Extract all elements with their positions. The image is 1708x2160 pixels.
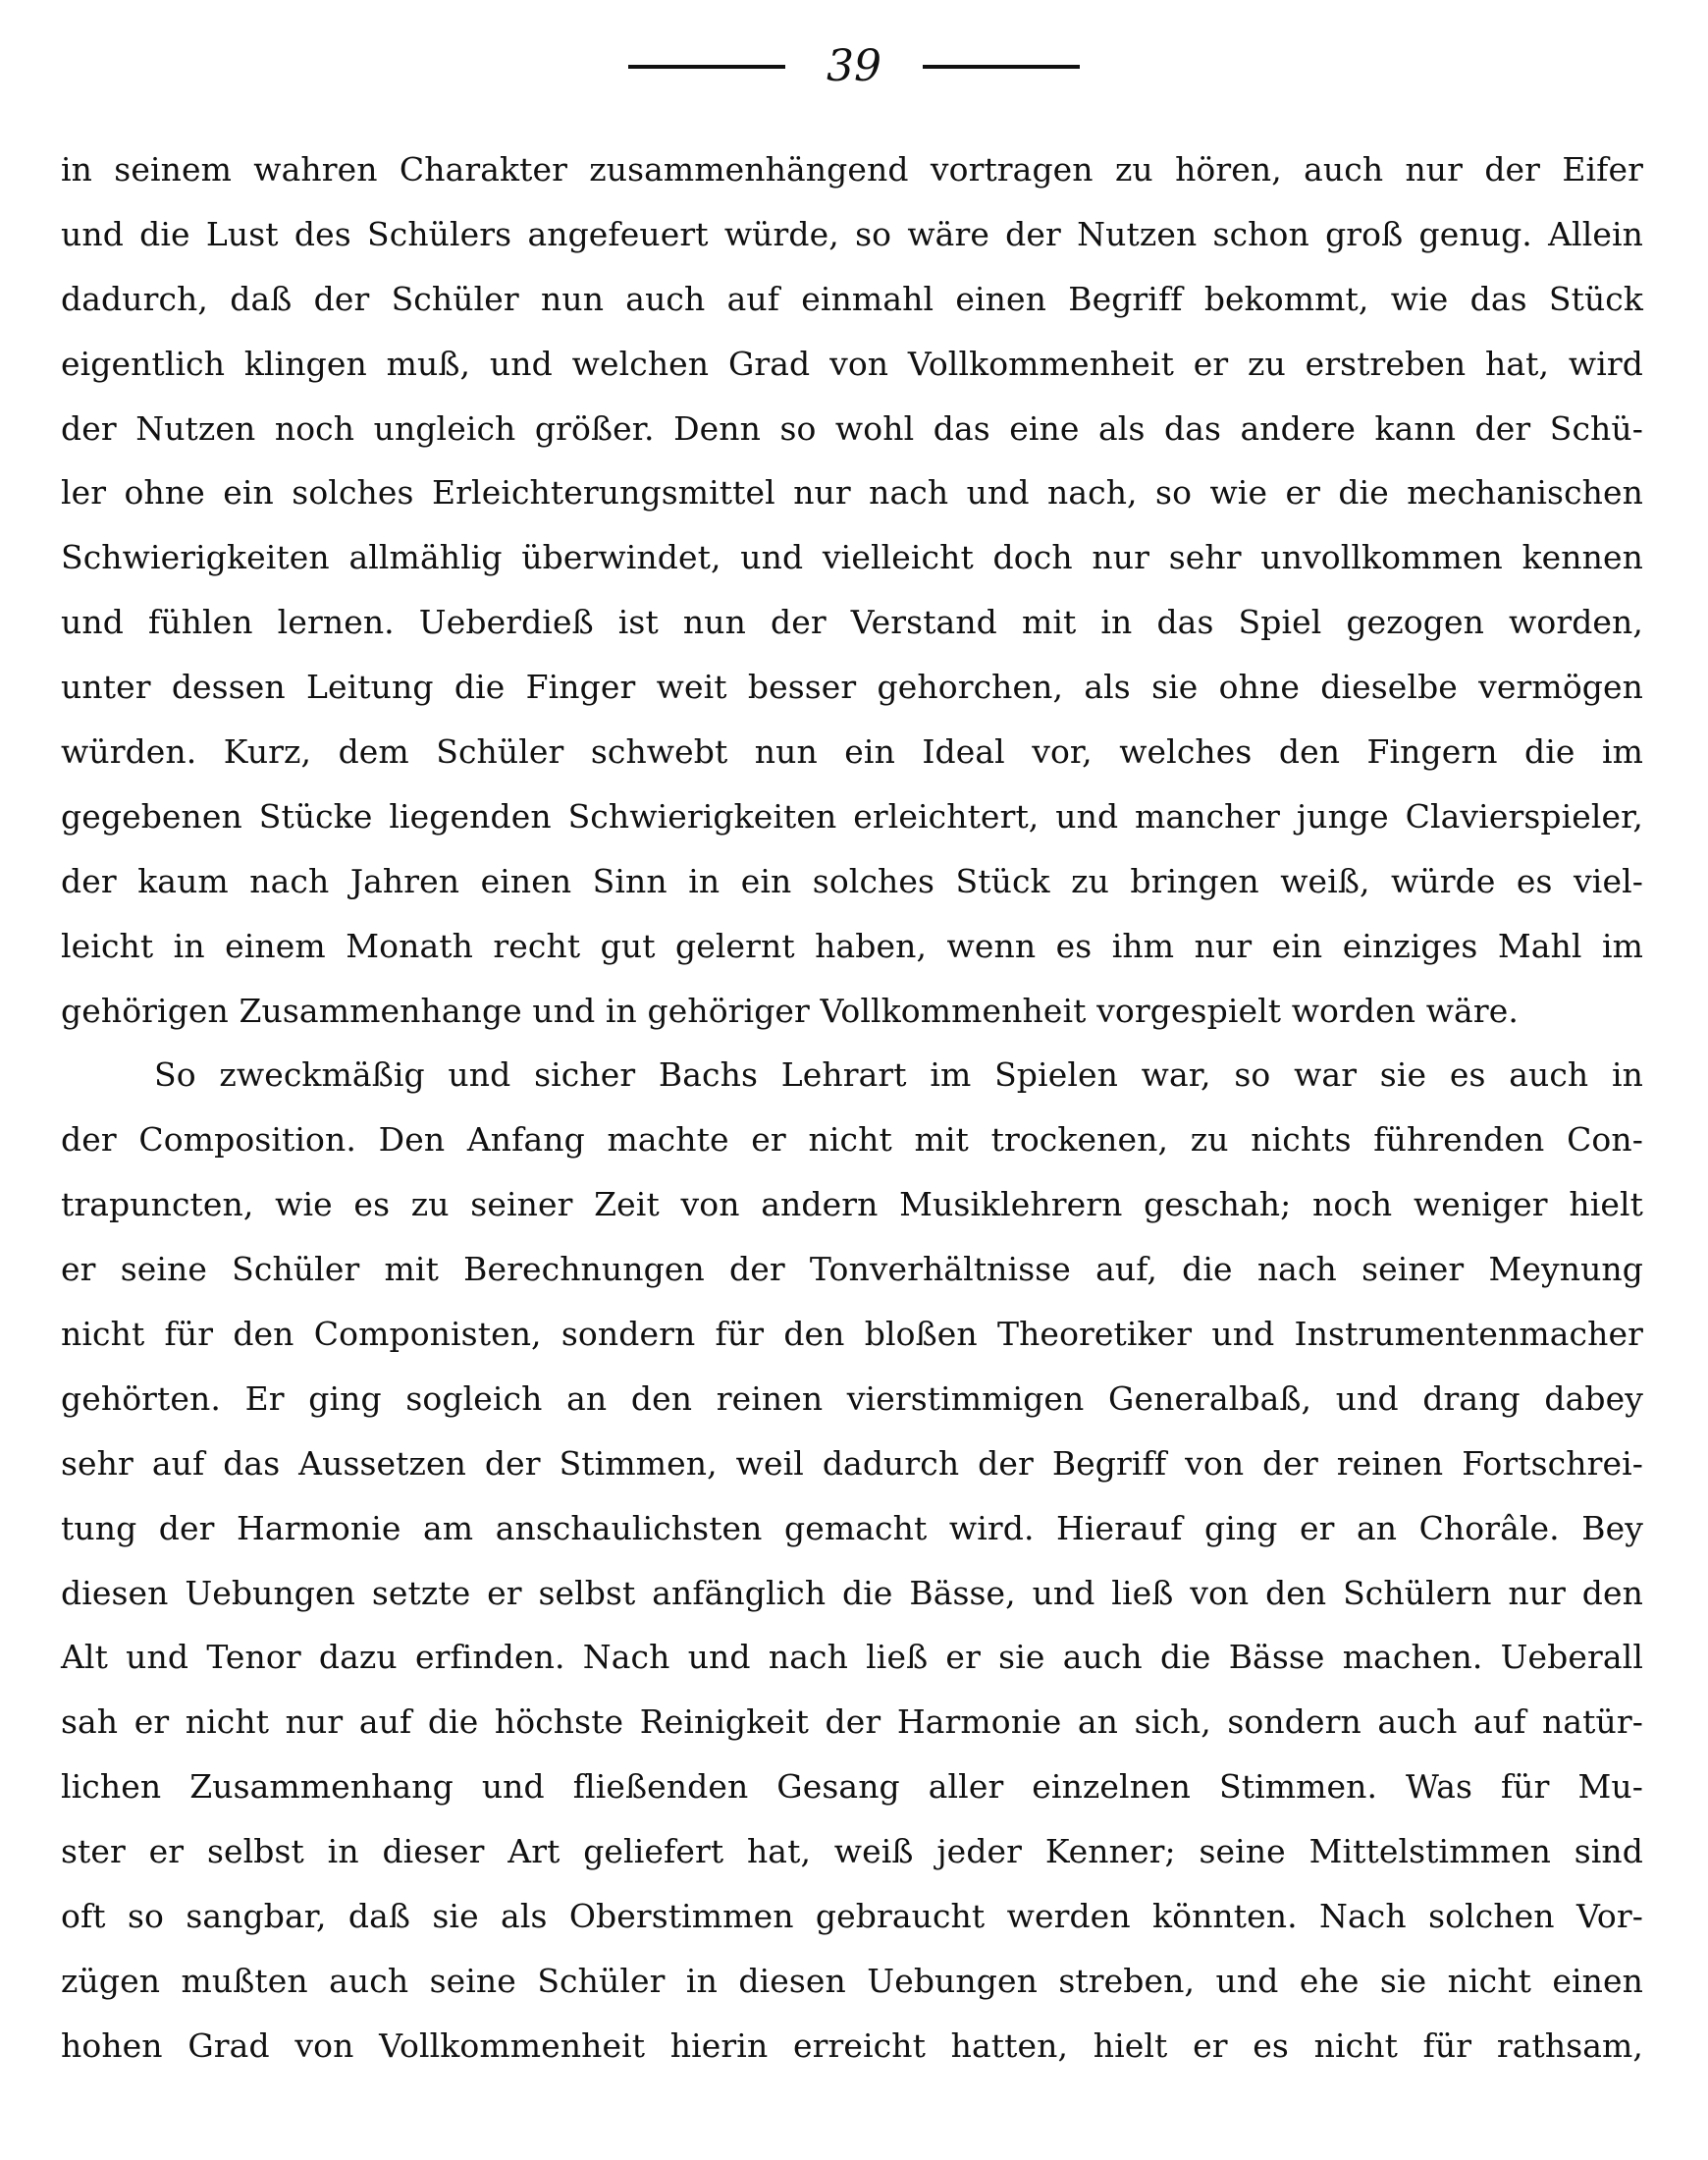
text-line: Schwierigkeiten allmählig überwindet, und vielleicht doch nur sehr unvollkommen kennen — [61, 538, 1643, 577]
text-line: eigentlich klingen muß, und welchen Grad von Vollkommenheit er zu erstreben hat, wird — [61, 344, 1643, 383]
page-header — [0, 37, 1708, 96]
text-line: trapuncten, wie es zu seiner Zeit von andern Musiklehrern geschah; noch weniger hielt — [61, 1185, 1643, 1224]
text-line: leicht in einem Monath recht gut gelernt haben, wenn es ihm nur ein einziges Mahl im — [61, 926, 1643, 965]
text-line: und die Lust des Schülers angefeuert würde, so wäre der Nutzen schon groß genug. Allein — [61, 214, 1643, 253]
body-text — [61, 137, 1643, 2079]
text-line: der kaum nach Jahren einen Sinn in ein solches Stück zu bringen weiß, würde es viel- — [61, 861, 1643, 900]
text-line: würden. Kurz, dem Schüler schwebt nun ein Ideal vor, welches den Fingern die im — [61, 732, 1643, 772]
text-line: unter dessen Leitung die Finger weit besser gehorchen, als sie ohne dieselbe vermögen — [61, 668, 1643, 707]
text-line: gehörigen Zusammenhange und in gehöriger Vollkommenheit vorgespielt worden wäre. — [61, 991, 1519, 1030]
text-line: sah er nicht nur auf die höchste Reinigkeit der Harmonie an sich, sondern auch auf natür- — [61, 1702, 1643, 1742]
header-rule-left — [628, 65, 785, 69]
text-line: ler ohne ein solches Erleichterungsmittel nur nach und nach, so wie er die mechanischen — [61, 473, 1643, 513]
text-line: nicht für den Componisten, sondern für den bloßen Theoretiker und Instrumentenmacher — [61, 1315, 1643, 1354]
text-line: ster er selbst in dieser Art geliefert hat, weiß jeder Kenner; seine Mittelstimmen sind — [61, 1832, 1643, 1871]
text-line: tung der Harmonie am anschaulichsten gemacht wird. Hierauf ging er an Chorâle. Bey — [61, 1508, 1643, 1547]
text-line: hohen Grad von Vollkommenheit hierin erreicht hatten, hielt er es nicht für rathsam, — [61, 2025, 1643, 2065]
page-number: 39 — [827, 41, 881, 91]
text-line: der Composition. Den Anfang machte er nicht mit trockenen, zu nichts führenden Con- — [61, 1120, 1643, 1160]
text-line: oft so sangbar, daß sie als Oberstimmen gebraucht werden könnten. Nach solchen Vor- — [61, 1897, 1643, 1936]
text-line: dadurch, daß der Schüler nun auch auf einmahl einen Begriff bekommt, wie das Stück — [61, 279, 1643, 318]
text-line: So zweckmäßig und sicher Bachs Lehrart im Spielen war, so war sie es auch in — [154, 1055, 1643, 1095]
text-line: er seine Schüler mit Berechnungen der Tonverhältnisse auf, die nach seiner Meynung — [61, 1250, 1643, 1289]
text-line: der Nutzen noch ungleich größer. Denn so wohl das eine als das andere kann der Schü- — [61, 408, 1643, 448]
header-rule-right — [923, 65, 1080, 69]
text-line: sehr auf das Aussetzen der Stimmen, weil dadurch der Begriff von der reinen Fortschrei- — [61, 1443, 1643, 1483]
text-line: gegebenen Stücke liegenden Schwierigkeiten erleichtert, und mancher junge Clavierspieler, — [61, 796, 1643, 836]
text-line: Alt und Tenor dazu erfinden. Nach und nach ließ er sie auch die Bässe machen. Ueberall — [61, 1638, 1643, 1677]
text-line: und fühlen lernen. Ueberdieß ist nun der Verstand mit in das Spiel gezogen worden, — [61, 603, 1643, 642]
text-line: zügen mußten auch seine Schüler in diesen Uebungen streben, und ehe sie nicht einen — [61, 1961, 1643, 2000]
text-line: diesen Uebungen setzte er selbst anfänglich die Bässe, und ließ von den Schülern nur den — [61, 1573, 1643, 1612]
text-line: lichen Zusammenhang und fließenden Gesang aller einzelnen Stimmen. Was für Mu- — [61, 1767, 1643, 1807]
text-line: in seinem wahren Charakter zusammenhängend vortragen zu hören, auch nur der Eifer — [61, 150, 1643, 189]
text-line: gehörten. Er ging sogleich an den reinen vierstimmigen Generalbaß, und drang dabey — [61, 1378, 1643, 1418]
